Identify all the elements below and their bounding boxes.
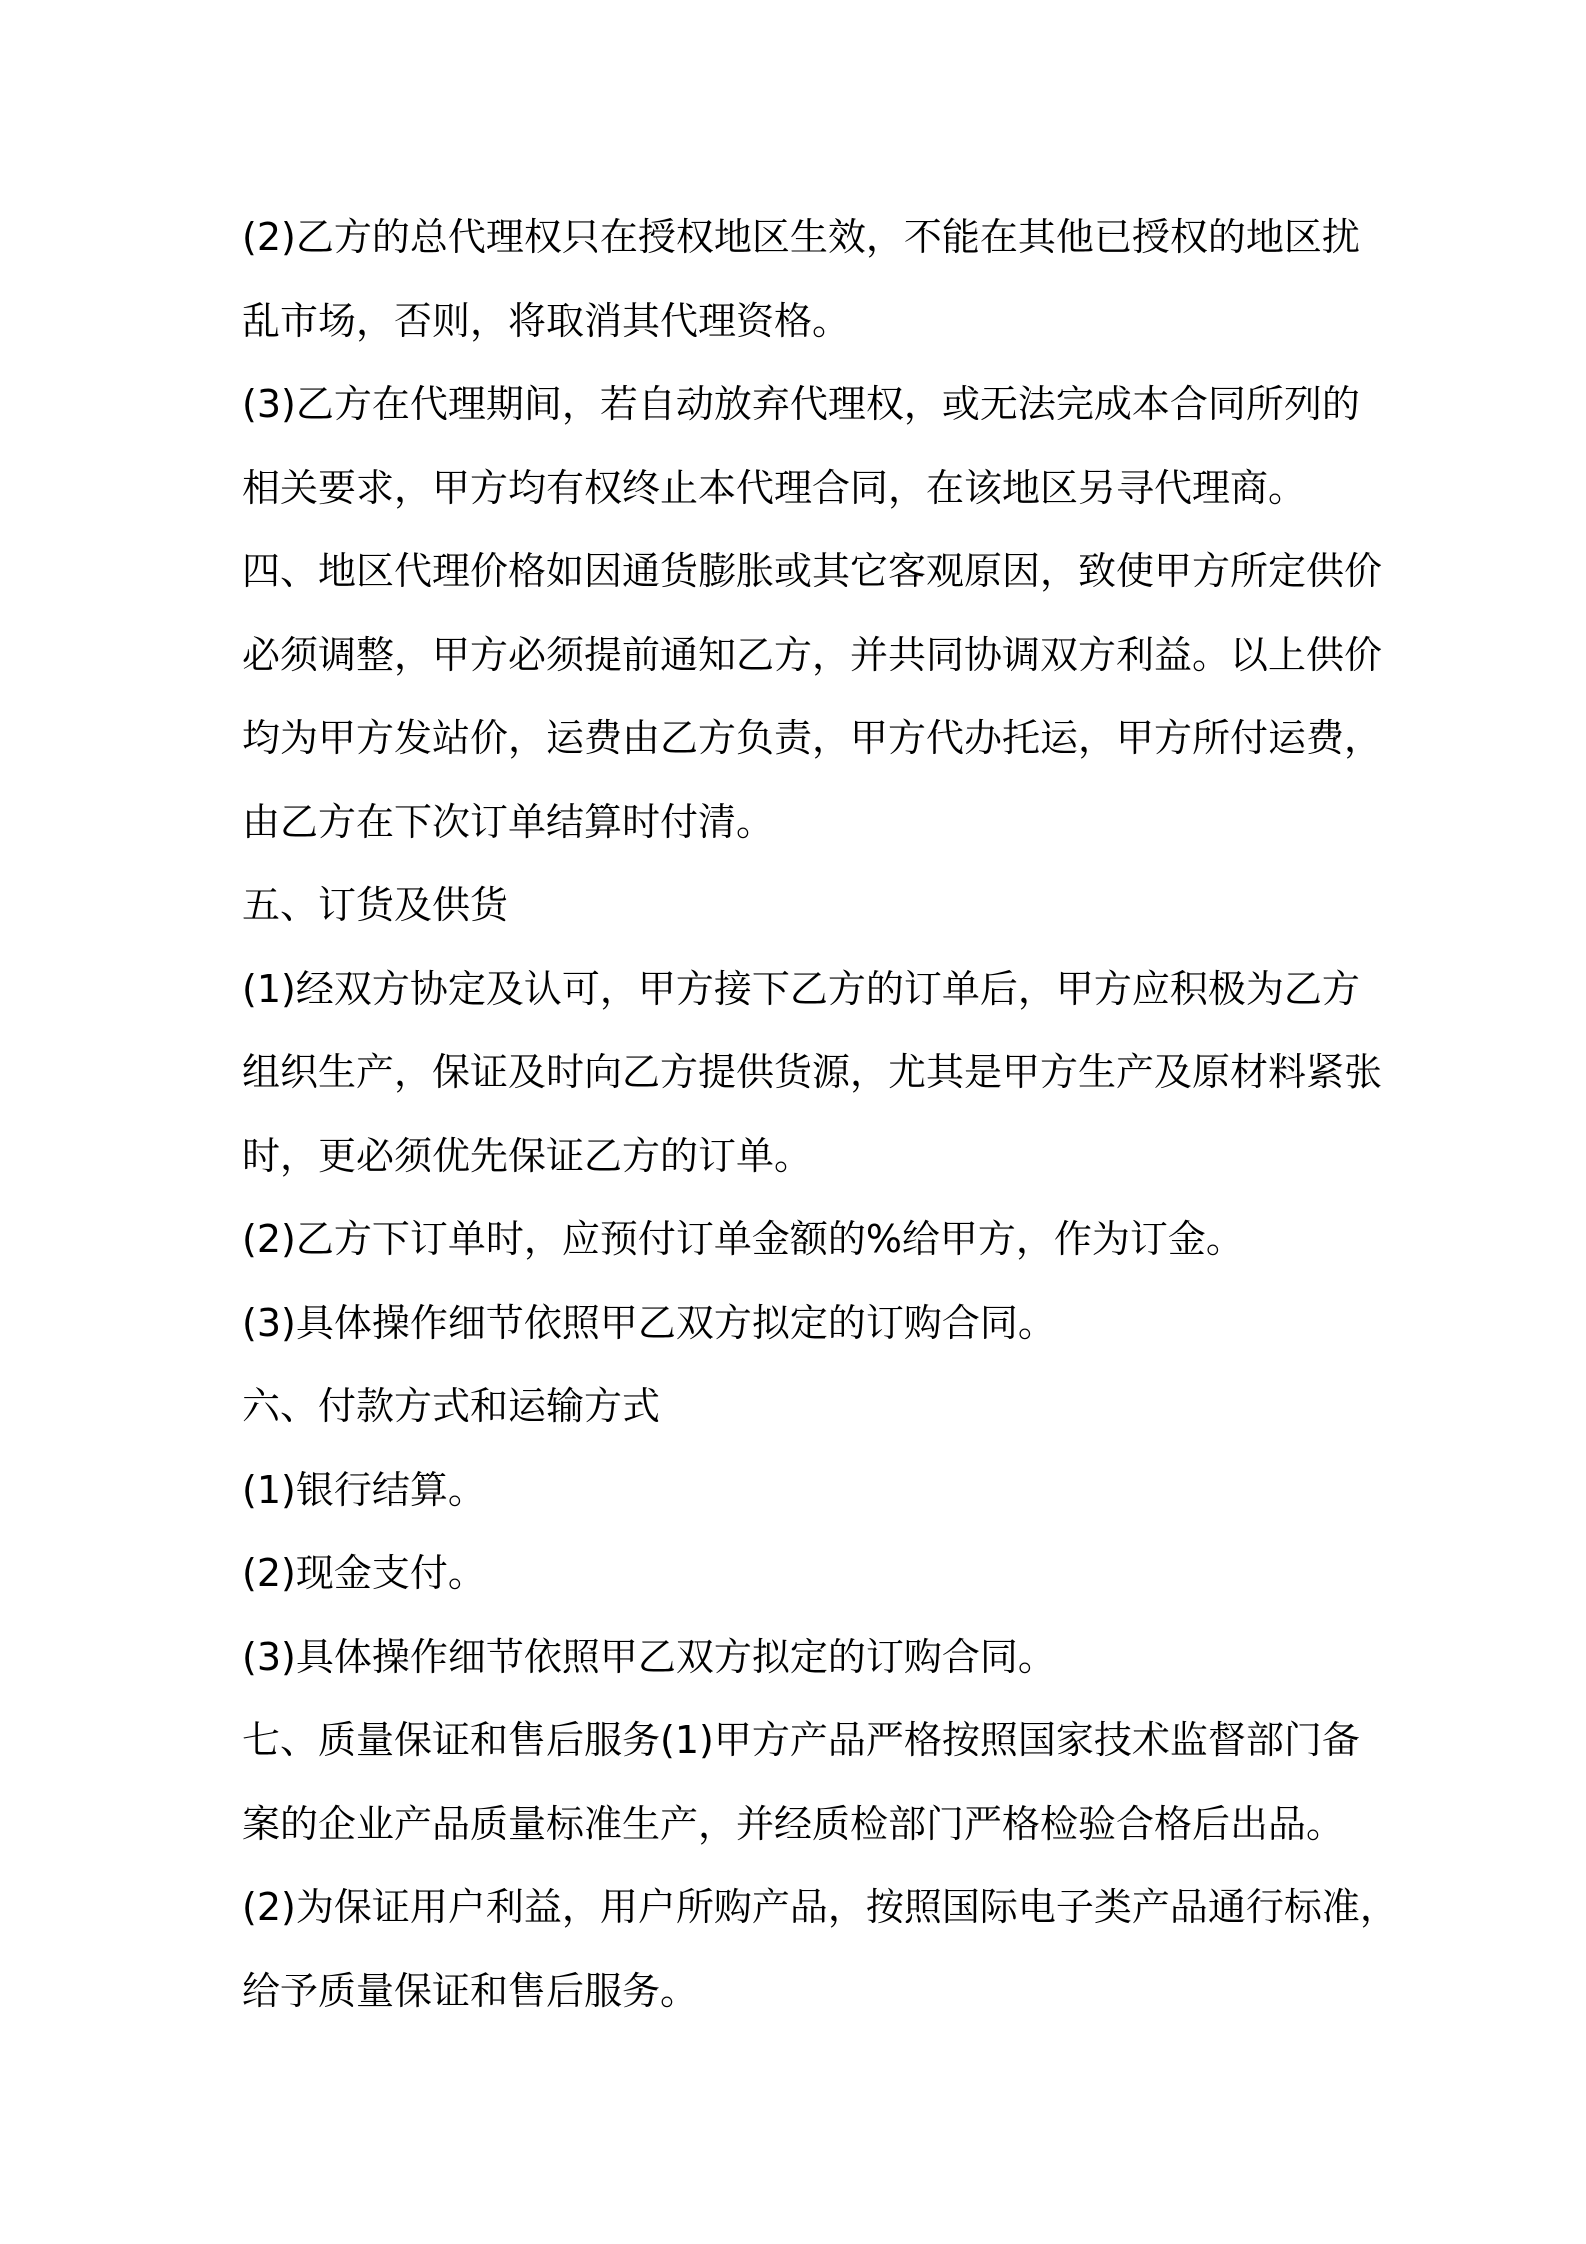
text-line: 案的企业产品质量标准生产，并经质检部门严格检验合格后出品。 [242, 1801, 1345, 1846]
text-line: (3)乙方在代理期间，若自动放弃代理权，或无法完成本合同所列的 [242, 382, 1360, 426]
paragraph-payment-3 [242, 1616, 1362, 1700]
text-line: 五、订货及供货 [242, 883, 509, 927]
paragraph-section-7 [242, 1699, 1362, 1866]
document-body [242, 196, 1398, 2033]
text-line: 组织生产，保证及时向乙方提供货源，尤其是甲方生产及原材料紧张 [242, 1050, 1383, 1094]
paragraph-order-1 [242, 948, 1383, 1199]
text-line: 均为甲方发站价，运费由乙方负责，甲方代办托运，甲方所付运费， [242, 716, 1383, 760]
paragraph-payment-1 [242, 1449, 1362, 1533]
text-line: (3)具体操作细节依照甲乙双方拟定的订购合同。 [242, 1300, 1056, 1345]
text-line: 必须调整，甲方必须提前通知乙方，并共同协调双方利益。以上供价 [242, 632, 1383, 677]
paragraph-order-2 [242, 1198, 1362, 1282]
paragraph-section-4 [242, 530, 1383, 864]
text-line: 时，更必须优先保证乙方的订单。 [242, 1133, 813, 1178]
section-heading-6 [242, 1365, 1362, 1449]
paragraph-order-3 [242, 1282, 1362, 1366]
text-line: (3)具体操作细节依照甲乙双方拟定的订购合同。 [242, 1634, 1056, 1679]
text-line: (2)为保证用户利益，用户所购产品，按照国际电子类产品通行标准， [242, 1885, 1398, 1929]
text-line: (1)银行结算。 [242, 1467, 486, 1512]
text-line: 相关要求，甲方均有权终止本代理合同，在该地区另寻代理商。 [242, 465, 1307, 510]
text-line: 乱市场，否则，将取消其代理资格。 [242, 298, 851, 343]
text-line: (2)现金支付。 [242, 1551, 486, 1595]
text-line: (1)经双方协定及认可，甲方接下乙方的订单后，甲方应积极为乙方 [242, 966, 1360, 1011]
text-line: 四、地区代理价格如因通货膨胀或其它客观原因，致使甲方所定供价 [242, 549, 1383, 593]
text-line: (2)乙方的总代理权只在授权地区生效，不能在其他已授权的地区扰 [242, 215, 1360, 259]
section-heading-5 [242, 864, 1362, 948]
paragraph-clause-2 [242, 196, 1362, 363]
text-line: 七、质量保证和售后服务(1)甲方产品严格按照国家技术监督部门备 [242, 1718, 1360, 1762]
text-line: 给予质量保证和售后服务。 [242, 1968, 699, 2013]
paragraph-clause-3 [242, 363, 1362, 530]
text-line: 由乙方在下次订单结算时付清。 [242, 799, 775, 844]
paragraph-quality-2 [242, 1866, 1398, 2033]
text-line: (2)乙方下订单时，应预付订单金额的%给甲方，作为订金。 [242, 1217, 1244, 1261]
text-line: 六、付款方式和运输方式 [242, 1384, 661, 1428]
paragraph-payment-2 [242, 1532, 1362, 1616]
